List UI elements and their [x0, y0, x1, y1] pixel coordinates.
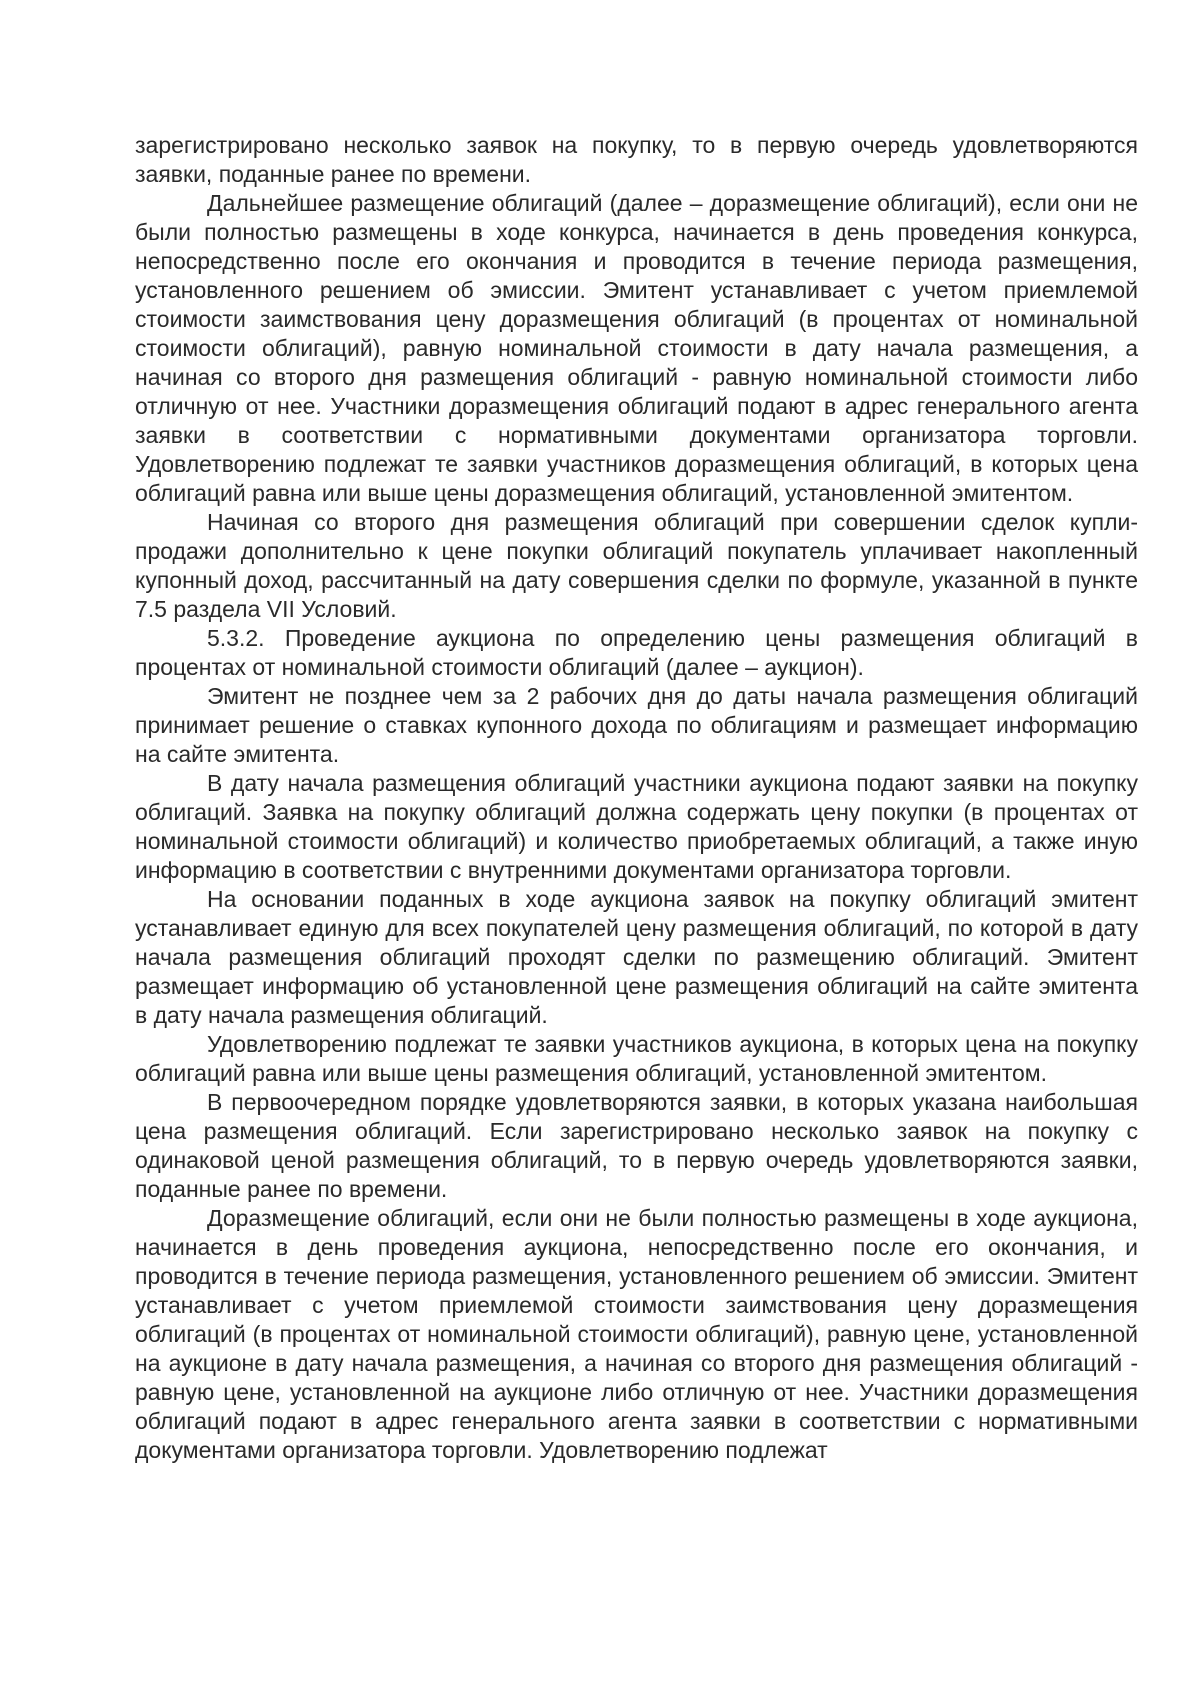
paragraph-bids-satisfied: Удовлетворению подлежат те заявки участников аукциона, в которых цена на покупку облигаций равна или выше цены размещения облигаций, установленной эмитентом.: [135, 1031, 1138, 1086]
paragraph-auction-bids: В дату начала размещения облигаций участники аукциона подают заявки на покупку облигаций. Заявка на покупку облигаций должна содержать цену покупки (в процентах от номинальной стоимости облигаций) и количество приобретаемых облигаций, а также иную информацию в соответствии с внутренними документами организатора торговли.: [135, 770, 1138, 883]
paragraph-accrued-coupon-income: Начиная со второго дня размещения облигаций при совершении сделок купли-продажи дополнительно к цене покупки облигаций покупатель уплачивает накопленный купонный доход, рассчитанный на дату совершения сделки по формуле, указанной в пункте 7.5 раздела VII Условий.: [135, 509, 1138, 622]
paragraph-additional-placement-contest: Дальнейшее размещение облигаций (далее – доразмещение облигаций), если они не были полностью размещены в ходе конкурса, начинается в день проведения конкурса, непосредственно после его окончания и проводится в течение периода размещения, установленного решением об эмиссии. Эмитент устанавливает с учетом приемлемой стоимости заимствования цену доразмещения облигаций (в процентах от номинальной стоимости облигаций), равную номинальной стоимости в дату начала размещения, а начиная со второго дня размещения облигаций - равную номинальной стоимости либо отличную от нее. Участники доразмещения облигаций подают в адрес генерального агента заявки в соответствии с нормативными документами организатора торговли. Удовлетворению подлежат те заявки участников доразмещения облигаций, в которых цена облигаций равна или выше цены доразмещения облигаций, установленной эмитентом.: [135, 190, 1138, 506]
paragraph-additional-placement-auction: Доразмещение облигаций, если они не были полностью размещены в ходе аукциона, начинается в день проведения аукциона, непосредственно после его окончания, и проводится в течение периода размещения, установленного решением об эмиссии. Эмитент устанавливает с учетом приемлемой стоимости заимствования цену доразмещения облигаций (в процентах от номинальной стоимости облигаций), равную цене, установленной на аукционе в дату начала размещения, а начиная со второго дня размещения облигаций - равную цене, установленной на аукционе либо отличную от нее. Участники доразмещения облигаций подают в адрес генерального агента заявки в соответствии с нормативными документами организатора торговли. Удовлетворению подлежат: [135, 1205, 1138, 1463]
paragraph-continuation: зарегистрировано несколько заявок на покупку, то в первую очередь удовлетворяются заявки, поданные ранее по времени.: [135, 132, 1138, 187]
section-heading-5-3-2: 5.3.2. Проведение аукциона по определению цены размещения облигаций в процентах от номинальной стоимости облигаций (далее – аукцион).: [135, 625, 1138, 680]
paragraph-single-placement-price: На основании поданных в ходе аукциона заявок на покупку облигаций эмитент устанавливает единую для всех покупателей цену размещения облигаций, по которой в дату начала размещения облигаций проходят сделки по размещению облигаций. Эмитент размещает информацию об установленной цене размещения облигаций на сайте эмитента в дату начала размещения облигаций.: [135, 886, 1138, 1028]
paragraph-coupon-rate-decision: Эмитент не позднее чем за 2 рабочих дня до даты начала размещения облигаций принимает решение о ставках купонного дохода по облигациям и размещает информацию на сайте эмитента.: [135, 683, 1138, 767]
document-body: [135, 131, 1138, 1465]
paragraph-priority-order: В первоочередном порядке удовлетворяются заявки, в которых указана наибольшая цена размещения облигаций. Если зарегистрировано несколько заявок на покупку с одинаковой ценой размещения облигаций, то в первую очередь удовлетворяются заявки, поданные ранее по времени.: [135, 1089, 1138, 1202]
